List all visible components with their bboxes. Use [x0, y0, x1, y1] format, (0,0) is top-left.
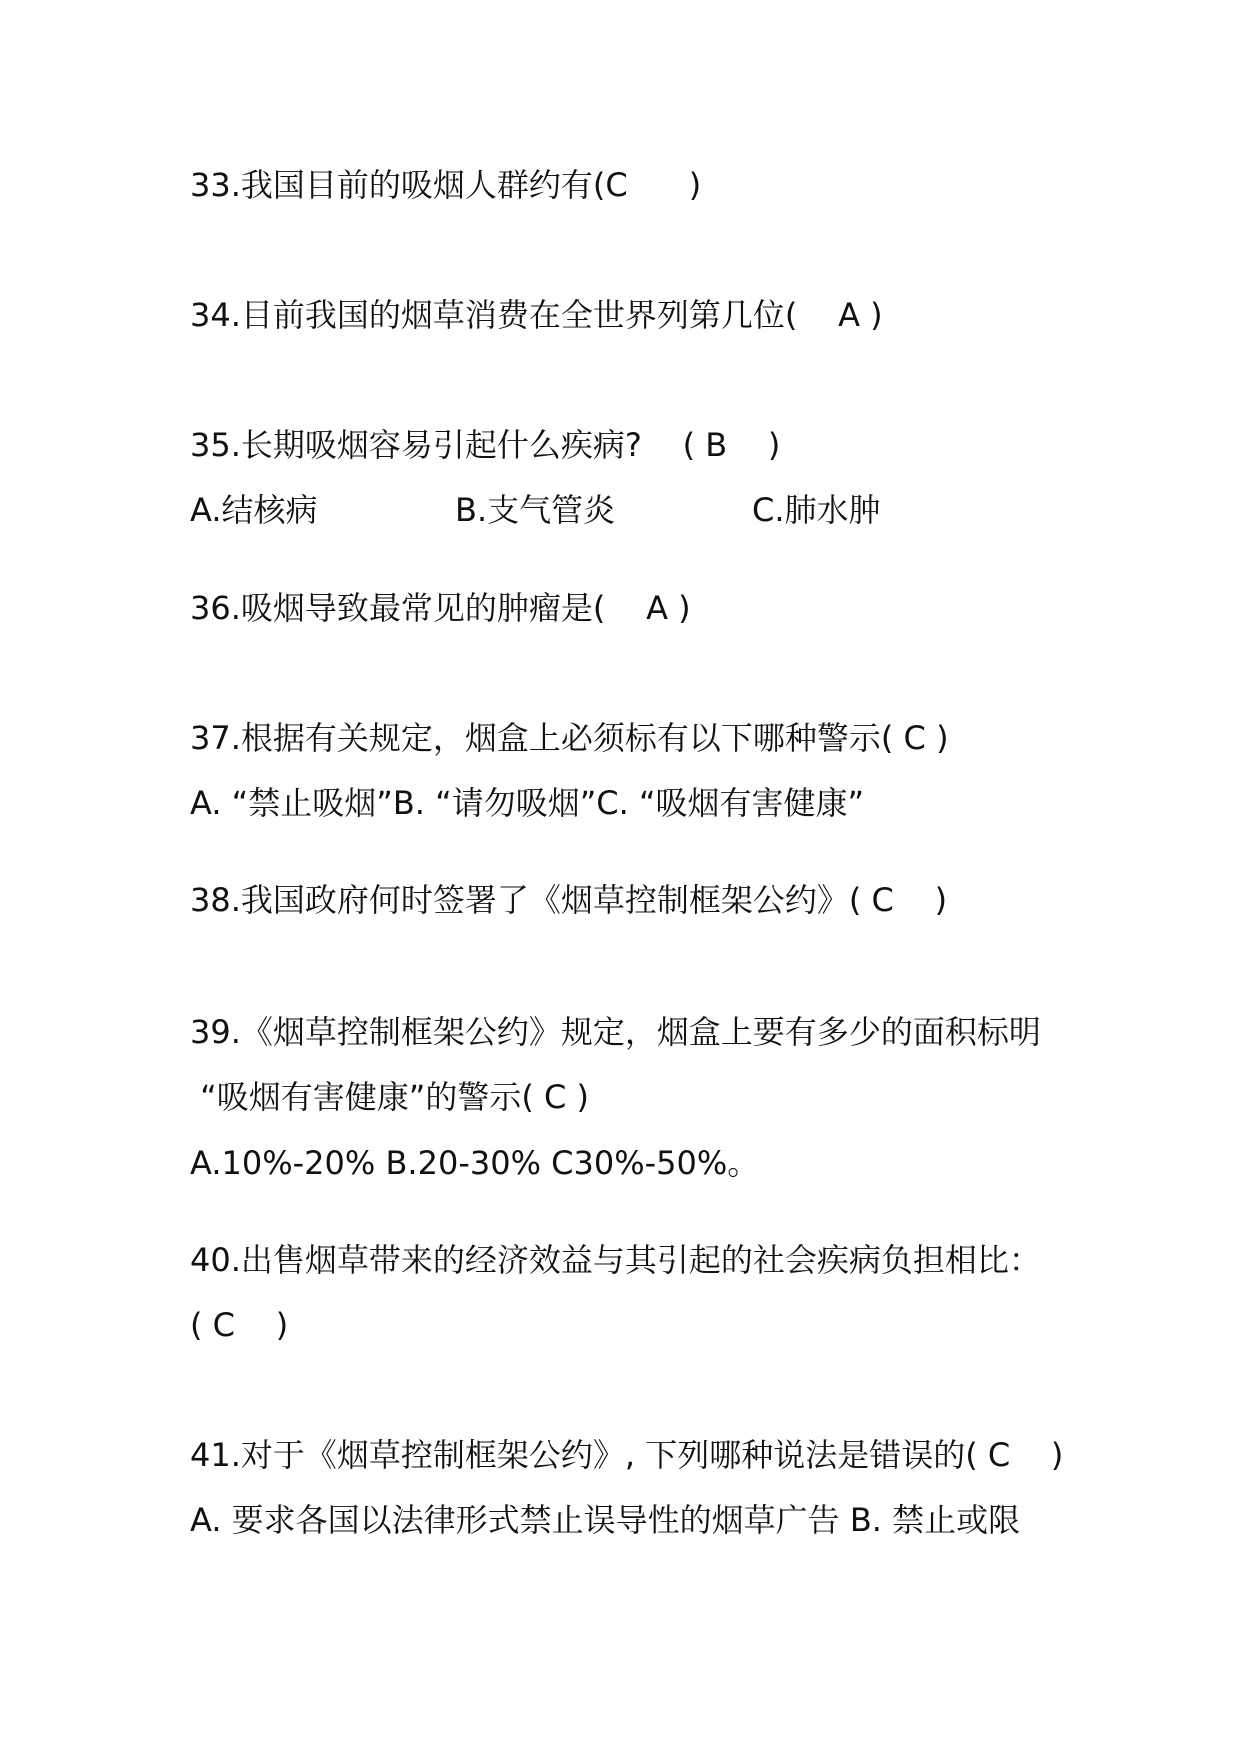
question-39-line-2: “吸烟有害健康”的警示( C ) [190, 1078, 589, 1116]
question-41-options: A. 要求各国以法律形式禁止误导性的烟草广告 B. 禁止或限 [190, 1501, 1021, 1539]
question-39-options: A.10%-20% B.20-30% C30%-50%。 [190, 1144, 760, 1182]
question-33: 33.我国目前的吸烟人群约有(C ) [190, 166, 702, 204]
question-35-option-a: A.结核病 [190, 491, 318, 529]
question-38: 38.我国政府何时签署了《烟草控制框架公约》( C ) [190, 881, 948, 919]
question-40-line-1: 40.出售烟草带来的经济效益与其引起的社会疾病负担相比： [190, 1241, 1041, 1279]
question-37-options: A. “禁止吸烟”B. “请勿吸烟”C. “吸烟有害健康” [190, 784, 865, 822]
question-36: 36.吸烟导致最常见的肿瘤是( A ) [190, 589, 691, 627]
question-34: 34.目前我国的烟草消费在全世界列第几位( A ) [190, 296, 883, 334]
question-40-line-2: ( C ) [190, 1306, 289, 1344]
question-39-line-1: 39.《烟草控制框架公约》规定，烟盒上要有多少的面积标明 [190, 1013, 1041, 1051]
question-35: 35.长期吸烟容易引起什么疾病? ( B ) [190, 426, 781, 464]
question-37: 37.根据有关规定，烟盒上必须标有以下哪种警示( C ) [190, 719, 949, 757]
question-35-option-b: B.支气管炎 [455, 491, 616, 529]
question-41: 41.对于《烟草控制框架公约》, 下列哪种说法是错误的( C ) [190, 1436, 1064, 1474]
question-35-option-c: C.肺水肿 [752, 491, 881, 529]
